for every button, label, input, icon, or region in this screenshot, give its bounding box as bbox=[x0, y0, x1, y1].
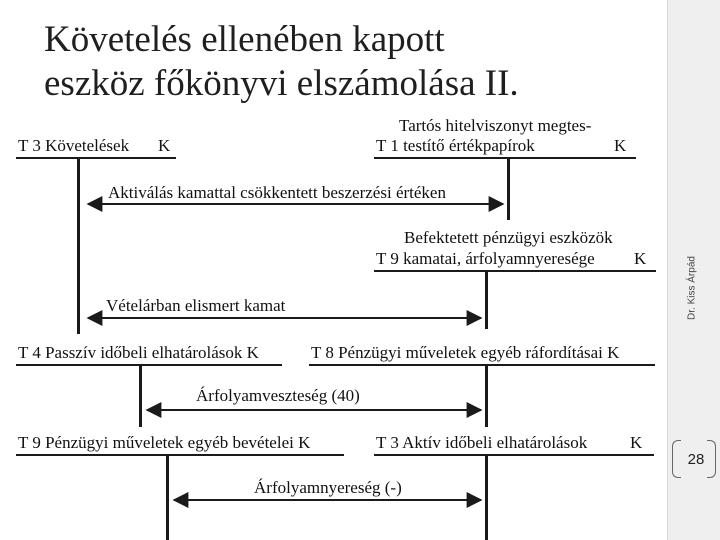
account-t3-aktiv-k: K bbox=[630, 433, 643, 452]
account-t9-befektetett-line1: Befektetett pénzügyi eszközök bbox=[404, 228, 613, 247]
account-t4-passziv-label: T 4 Passzív időbeli elhatárolások K bbox=[18, 343, 259, 362]
transaction-vetelarban-label: Vételárban elismert kamat bbox=[106, 296, 286, 315]
account-t3-aktiv-label: T 3 Aktív időbeli elhatárolások bbox=[376, 433, 588, 452]
title-line-1: Követelés ellenében kapott bbox=[44, 19, 445, 60]
page-number: 28 bbox=[687, 451, 705, 468]
transaction-aktivalas-label: Aktiválás kamattal csökkentett beszerzési értéken bbox=[108, 183, 446, 202]
author-label: Dr. Kiss Árpád bbox=[686, 256, 698, 320]
account-t1-tartos-line1: Tartós hitelviszonyt megtes- bbox=[399, 116, 592, 135]
account-t1-tartos-k: K bbox=[614, 136, 627, 155]
title-line-2: eszköz főkönyvi elszámolása II. bbox=[44, 63, 519, 104]
account-t9-befektetett-k: K bbox=[634, 249, 647, 268]
account-t9-befektetett-label: T 9 kamatai, árfolyamnyeresége bbox=[376, 249, 595, 268]
account-t1-tartos-label: T 1 testítő értékpapírok bbox=[376, 136, 535, 155]
account-t8-penzugyi-label: T 8 Pénzügyi műveletek egyéb ráfordításai K bbox=[311, 343, 620, 362]
account-t9-penzugyi-bevetel-label: T 9 Pénzügyi műveletek egyéb bevételei K bbox=[18, 433, 311, 452]
transaction-arfolyamveszteseg-label: Árfolyamveszteség (40) bbox=[196, 386, 360, 405]
account-t3-koveteles-k: K bbox=[158, 136, 171, 155]
transaction-arfolyamnyereseg-label: Árfolyamnyereség (-) bbox=[254, 478, 402, 497]
account-t3-koveteles-label: T 3 Követelések bbox=[18, 136, 130, 155]
